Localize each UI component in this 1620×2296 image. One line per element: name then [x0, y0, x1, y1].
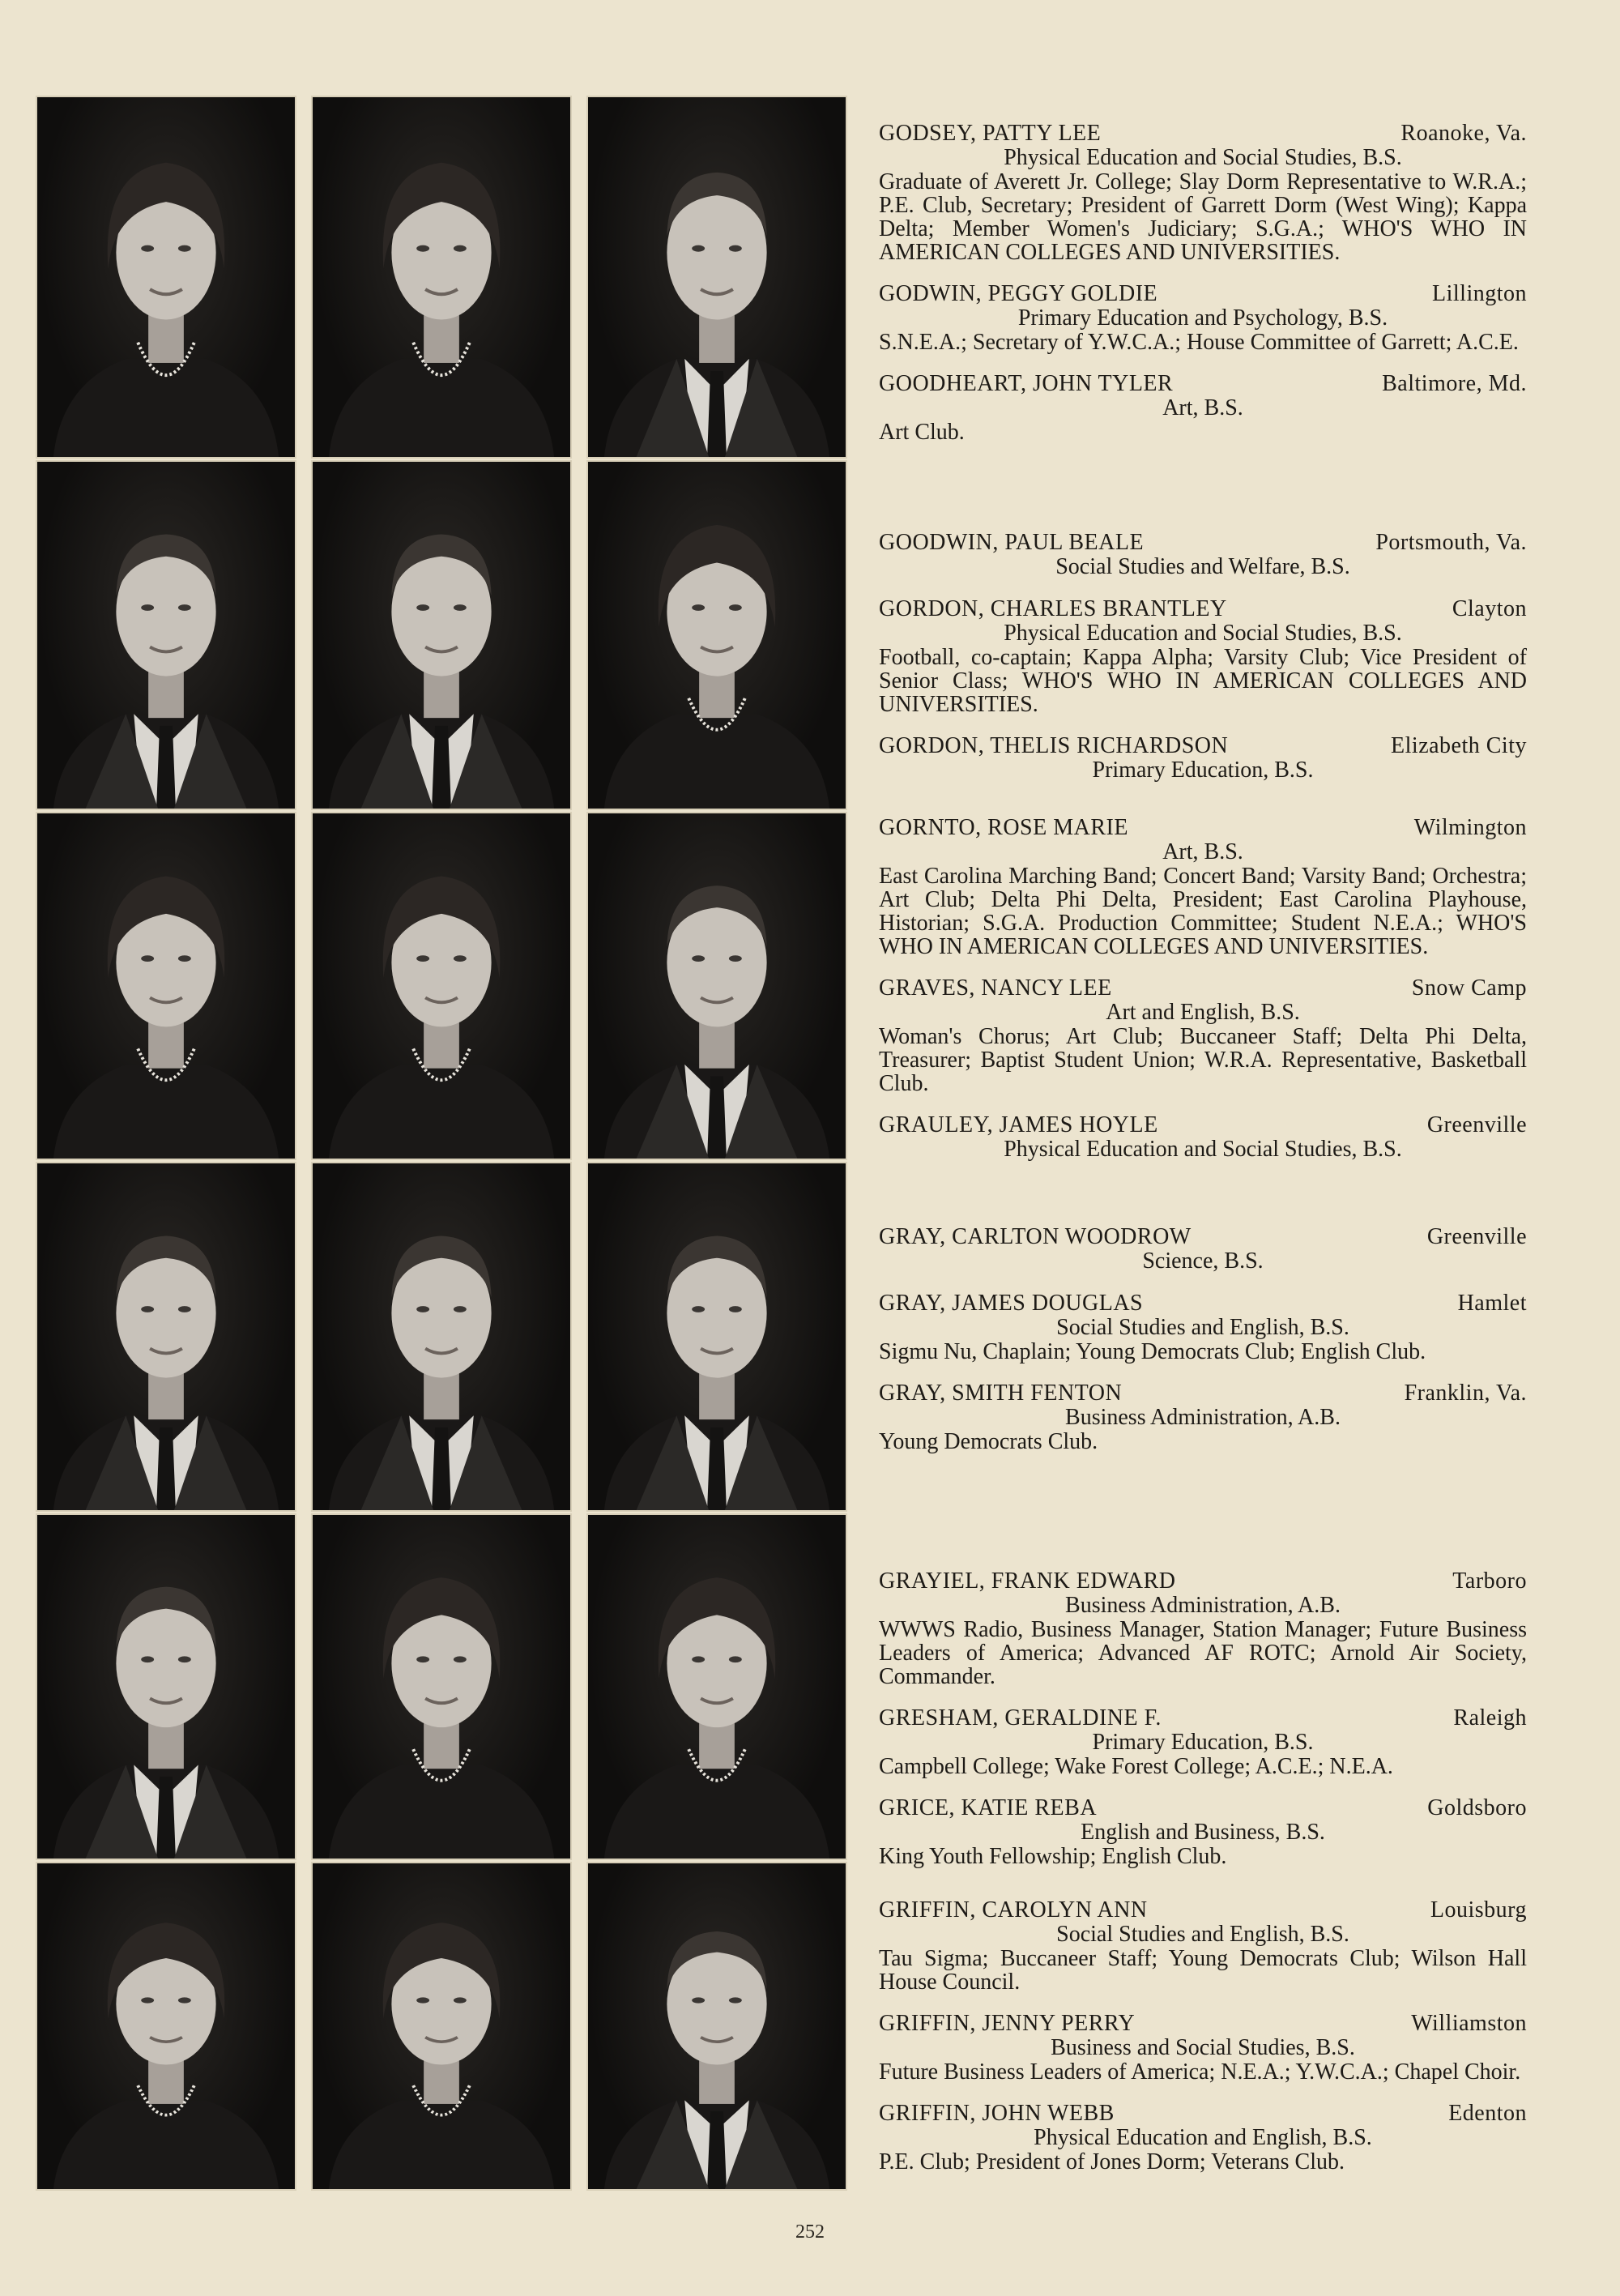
degree: Social Studies and English, B.S.: [1056, 1922, 1349, 1947]
degree: Primary Education, B.S.: [1092, 758, 1314, 783]
portrait-photo: [311, 1513, 572, 1860]
student-name: GORDON, THELIS RICHARDSON: [879, 733, 1229, 758]
activities: Graduate of Averett Jr. College; Slay Dorm Representative to W.R.A.; P.E. Club, Secretary; President of Garrett Dorm (West Wing); Kappa Delta; Member Women's Judiciary; S.G.A.; WHO'S WHO IN AMERICAN COLLEGES AND UNIVERSITIES.: [879, 169, 1527, 265]
activities: Sigmu Nu, Chaplain; Young Democrats Club; English Club.: [879, 1339, 1426, 1364]
portrait-photo: [311, 460, 572, 810]
student-name: GRAY, SMITH FENTON: [879, 1381, 1123, 1406]
senior-entry: [879, 1225, 1527, 1274]
entry-heading: [879, 1225, 1527, 1249]
degree: Primary Education, B.S.: [1092, 1730, 1314, 1755]
degree: Art, B.S.: [1162, 395, 1243, 420]
senior-entry: [879, 1381, 1527, 1453]
hometown: Greenville: [1426, 1224, 1527, 1249]
portrait-photo: [311, 1162, 572, 1512]
entry-group: [879, 816, 1527, 1180]
entry-heading: [879, 2012, 1527, 2036]
portrait-photo: [36, 812, 296, 1160]
entry-heading: [879, 1898, 1527, 1923]
portrait-photo: [36, 1513, 296, 1860]
entry-heading: [879, 2102, 1527, 2126]
portrait-row: [36, 1862, 863, 2191]
activities: S.N.E.A.; Secretary of Y.W.C.A.; House Committee of Garrett; A.C.E.: [879, 330, 1519, 355]
hometown: Clayton: [1452, 596, 1527, 621]
entry-heading: [879, 976, 1527, 1001]
degree: Business Administration, A.B.: [1065, 1405, 1341, 1430]
entry-heading: [879, 531, 1527, 555]
portrait-photo: [586, 1513, 847, 1860]
entry-heading: [879, 734, 1527, 758]
activities: Football, co-captain; Kappa Alpha; Varsity Club; Vice President of Senior Class; WHO'S WHO IN AMERICAN COLLEGES AND UNIVERSITIES.: [879, 645, 1527, 717]
degree: Physical Education and Social Studies, B.S.: [1004, 145, 1402, 170]
activities: Young Democrats Club.: [879, 1429, 1098, 1454]
student-name: GRIFFIN, CAROLYN ANN: [879, 1897, 1148, 1923]
degree: Physical Education and English, B.S.: [1034, 2125, 1372, 2150]
portrait-photo: [586, 460, 847, 810]
entry-group: [879, 1569, 1527, 1886]
portrait-photo: [586, 1862, 847, 2191]
hometown: Snow Camp: [1411, 975, 1527, 1001]
degree: Business Administration, A.B.: [1065, 1593, 1341, 1618]
degree: Social Studies and Welfare, B.S.: [1055, 554, 1350, 579]
student-name: GORNTO, ROSE MARIE: [879, 815, 1128, 840]
portrait-photo: [36, 1862, 296, 2191]
entry-heading: [879, 1291, 1527, 1316]
entry-heading: [879, 1796, 1527, 1820]
hometown: Roanoke, Va.: [1400, 121, 1527, 146]
page-number: 252: [795, 2221, 825, 2243]
portrait-row: [36, 812, 863, 1160]
hometown: Williamston: [1411, 2011, 1527, 2036]
senior-entry: [879, 1898, 1527, 1994]
portrait-row: [36, 96, 863, 459]
entry-heading: [879, 1706, 1527, 1731]
hometown: Louisburg: [1430, 1897, 1527, 1923]
degree: English and Business, B.S.: [1081, 1820, 1325, 1845]
portrait-photo: [311, 812, 572, 1160]
entry-heading: [879, 1113, 1527, 1137]
portrait-grid: [36, 96, 863, 2191]
entry-group: [879, 531, 1527, 800]
degree: Business and Social Studies, B.S.: [1051, 2035, 1355, 2060]
activities: Campbell College; Wake Forest College; A.C.E.; N.E.A.: [879, 1754, 1393, 1779]
senior-entry: [879, 976, 1527, 1095]
hometown: Goldsboro: [1427, 1795, 1527, 1820]
senior-entry: [879, 372, 1527, 444]
degree: Primary Education and Psychology, B.S.: [1017, 305, 1388, 331]
entry-heading: [879, 597, 1527, 621]
student-name: GRAY, CARLTON WOODROW: [879, 1224, 1192, 1249]
hometown: Wilmington: [1413, 815, 1527, 840]
entry-heading: [879, 372, 1527, 396]
student-name: GOODWIN, PAUL BEALE: [879, 530, 1145, 555]
entry-group: [879, 1898, 1527, 2191]
student-name: GRESHAM, GERALDINE F.: [879, 1705, 1162, 1731]
senior-entry: [879, 531, 1527, 579]
portrait-row: [36, 1513, 863, 1860]
student-name: GRAVES, NANCY LEE: [879, 975, 1112, 1001]
senior-entry: [879, 597, 1527, 716]
senior-entry: [879, 2102, 1527, 2174]
hometown: Raleigh: [1453, 1705, 1527, 1731]
degree: Art, B.S.: [1162, 839, 1243, 864]
senior-entry: [879, 734, 1527, 783]
student-name: GODWIN, PEGGY GOLDIE: [879, 281, 1158, 306]
hometown: Portsmouth, Va.: [1375, 530, 1527, 555]
hometown: Edenton: [1448, 2101, 1527, 2126]
hometown: Baltimore, Md.: [1382, 371, 1527, 396]
hometown: Tarboro: [1452, 1568, 1527, 1594]
degree: Science, B.S.: [1142, 1248, 1264, 1274]
senior-entry: [879, 1113, 1527, 1162]
activities: Tau Sigma; Buccaneer Staff; Young Democrats Club; Wilson Hall House Council.: [879, 1946, 1527, 1995]
entry-heading: [879, 282, 1527, 306]
student-name: GODSEY, PATTY LEE: [879, 121, 1102, 146]
activities: Art Club.: [879, 420, 965, 445]
student-name: GRIFFIN, JENNY PERRY: [879, 2011, 1136, 2036]
portrait-photo: [311, 1862, 572, 2191]
senior-entry: [879, 282, 1527, 354]
senior-entry: [879, 122, 1527, 264]
activities: P.E. Club; President of Jones Dorm; Veterans Club.: [879, 2149, 1345, 2174]
degree: Social Studies and English, B.S.: [1056, 1315, 1349, 1340]
student-name: GRAY, JAMES DOUGLAS: [879, 1291, 1144, 1316]
portrait-photo: [586, 96, 847, 459]
degree: Physical Education and Social Studies, B.S.: [1004, 621, 1402, 646]
portrait-photo: [36, 1162, 296, 1512]
activities: Woman's Chorus; Art Club; Buccaneer Staff; Delta Phi Delta, Treasurer; Baptist Student Union; W.R.A. Representative, Basketball Club.: [879, 1024, 1527, 1096]
entry-heading: [879, 122, 1527, 146]
entry-heading: [879, 1569, 1527, 1594]
hometown: Lillington: [1432, 281, 1527, 306]
student-name: GRAYIEL, FRANK EDWARD: [879, 1568, 1176, 1594]
senior-entry: [879, 1569, 1527, 1688]
senior-entry: [879, 1796, 1527, 1868]
activities: Future Business Leaders of America; N.E.A.; Y.W.C.A.; Chapel Choir.: [879, 2059, 1521, 2085]
degree: Art and English, B.S.: [1106, 1000, 1300, 1025]
senior-entry: [879, 1291, 1527, 1364]
hometown: Hamlet: [1457, 1291, 1527, 1316]
portrait-photo: [36, 96, 296, 459]
activities: East Carolina Marching Band; Concert Band; Varsity Band; Orchestra; Art Club; Delta Phi Delta, President; East Carolina Playhouse, Historian; S.G.A. Production Committee; Student N.E.A.; WHO'S WHO IN AMERICAN COLLEGES AND UNIVERSITIES.: [879, 864, 1527, 959]
portrait-row: [36, 1162, 863, 1512]
student-name: GRICE, KATIE REBA: [879, 1795, 1098, 1820]
student-name: GRAULEY, JAMES HOYLE: [879, 1112, 1158, 1137]
portrait-photo: [586, 1162, 847, 1512]
entry-heading: [879, 816, 1527, 840]
portrait-photo: [586, 812, 847, 1160]
student-name: GRIFFIN, JOHN WEBB: [879, 2101, 1115, 2126]
hometown: Franklin, Va.: [1404, 1381, 1527, 1406]
hometown: Elizabeth City: [1391, 733, 1527, 758]
activities: King Youth Fellowship; English Club.: [879, 1844, 1227, 1869]
hometown: Greenville: [1426, 1112, 1527, 1137]
portrait-row: [36, 460, 863, 810]
entry-heading: [879, 1381, 1527, 1406]
senior-entry: [879, 1706, 1527, 1778]
portrait-photo: [36, 460, 296, 810]
student-name: GORDON, CHARLES BRANTLEY: [879, 596, 1227, 621]
senior-entry: [879, 2012, 1527, 2084]
activities: WWWS Radio, Business Manager, Station Manager; Future Business Leaders of America; Advanced AF ROTC; Arnold Air Society, Commander.: [879, 1617, 1527, 1689]
degree: Physical Education and Social Studies, B.S.: [1004, 1137, 1402, 1162]
entry-group: [879, 122, 1527, 462]
senior-entry: [879, 816, 1527, 958]
student-name: GOODHEART, JOHN TYLER: [879, 371, 1174, 396]
entry-group: [879, 1225, 1527, 1471]
portrait-photo: [311, 96, 572, 459]
